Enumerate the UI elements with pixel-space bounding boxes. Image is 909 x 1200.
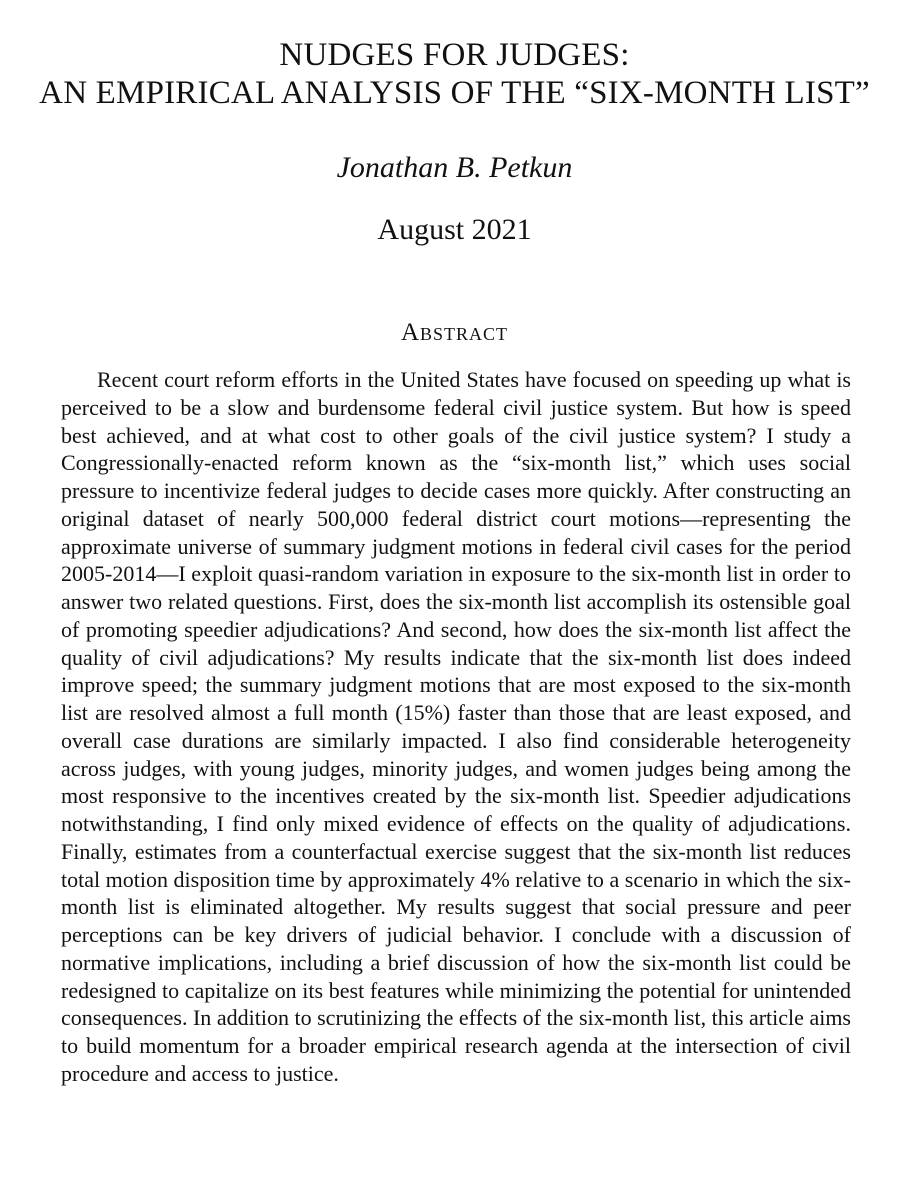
abstract-body: Recent court reform efforts in the United States have focused on speeding up what is perceived to be a slow and burdensome federal civil justice system. But how is speed best achieved, and at what cost to other goals of the civil justice system? I study a Congressionally-enacted reform known as the “six-month list,” which uses social pressure to incentivize federal judges to decide cases more quickly. After constructing an original dataset of nearly 500,000 federal district court motions—representing the approximate universe of summary judgment motions in federal civil cases for the period 2005-2014—I exploit quasi-random variation in exposure to the six-month list in order to answer two related questions. First, does the six-month list accomplish its ostensible goal of promoting speedier adjudications? And second, how does the six-month list affect the quality of civil adjudications? My results indicate that the six-month list does indeed improve speed; the summary judgment motions that are most exposed to the six-month list are resolved almost a full month (15%) faster than those that are least exposed, and overall case durations are similarly impacted. I also find considerable heterogeneity across judges, with young judges, minority judges, and women judges being among the most responsive to the incentives created by the six-month list. Speedier adjudications notwithstanding, I find only mixed evidence of effects on the quality of adjudications. Finally, estimates from a counterfactual exercise suggest that the six-month list reduces total motion disposition time by approximately 4% relative to a scenario in which the six-month list is eliminated altogether. My results suggest that social pressure and peer perceptions can be key drivers of judicial behavior. I conclude with a discussion of normative implications, including a brief discussion of how the six-month list could be redesigned to capitalize on its best features while minimizing the potential for unintended consequences. In addition to scrutinizing the effects of the six-month list, this article aims to build momentum for a broader empirical research agenda at the intersection of civil procedure and access to justice.	[61, 367, 851, 1086]
abstract-heading: Abstract	[400, 319, 509, 346]
paper-author: Jonathan B. Petkun	[336, 151, 573, 184]
paper-date: August 2021	[377, 213, 532, 246]
paper-title-line-1: NUDGES FOR JUDGES:	[279, 37, 630, 73]
paper-title-line-2: AN EMPIRICAL ANALYSIS OF THE “SIX-MONTH LIST”	[39, 75, 870, 111]
